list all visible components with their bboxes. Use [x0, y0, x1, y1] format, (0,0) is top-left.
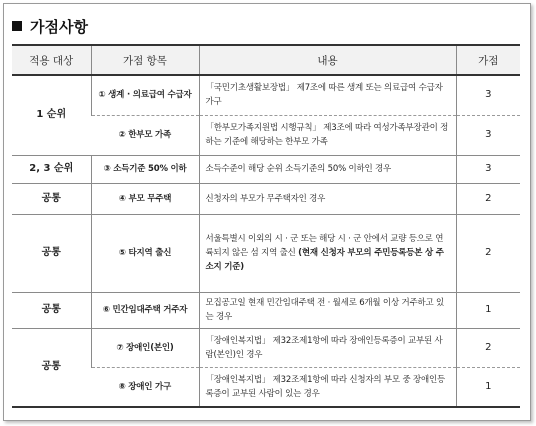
- score-cell: 2: [456, 328, 520, 367]
- target-cell: 공통: [12, 328, 91, 407]
- bonus-points-table: [12, 44, 520, 408]
- target-cell: 2, 3 순위: [12, 155, 91, 183]
- section-title: [12, 14, 88, 38]
- item-cell: ② 한부모 가족: [91, 115, 199, 155]
- score-cell: 2: [456, 183, 520, 214]
- item-cell: ⑤ 타지역 출신: [91, 214, 199, 292]
- score-cell: 3: [456, 115, 520, 155]
- content-cell: [199, 214, 456, 292]
- score-cell: 2: [456, 214, 520, 292]
- score-cell: 1: [456, 292, 520, 328]
- section-title-text: 가점사항: [30, 17, 88, 36]
- content-cell: 모집공고일 현재 민간임대주택 전 · 월세로 6개월 이상 거주하고 있는 경우: [199, 292, 456, 328]
- content-emphasis: (현재 신청자 부모의 주민등록등본 상 주소지 기준): [205, 248, 444, 272]
- header-target: 적용 대상: [12, 45, 91, 75]
- table-row: [12, 292, 520, 328]
- content-text: 서울특별시 이외의 시 · 군 또는 해당 시 · 군 안에서 교량 등으로 연륙되지 않은 섬 지역 출신: [205, 234, 444, 258]
- item-cell: ⑦ 장애인(본인): [91, 328, 199, 367]
- table-header-row: [12, 45, 520, 75]
- content-cell: 「한부모가족지원법 시행규칙」 제3조에 따라 여성가족부장관이 정하는 기준에 해당하는 한부모 가족: [199, 115, 456, 155]
- item-cell: ① 생계 · 의료급여 수급자: [91, 75, 199, 115]
- score-cell: 1: [456, 367, 520, 407]
- item-cell: ③ 소득기준 50% 이하: [91, 155, 199, 183]
- content-cell: 신청자의 부모가 무주택자인 경우: [199, 183, 456, 214]
- header-score: 가점: [456, 45, 520, 75]
- content-cell: 소득수준이 해당 순위 소득기준의 50% 이하인 경우: [199, 155, 456, 183]
- table-row: [12, 214, 520, 292]
- content-cell: 「장애인복지법」 제32조제1항에 따라 신청자의 부모 중 장애인등록증이 교부된 사람이 있는 경우: [199, 367, 456, 407]
- header-item: 가점 항목: [91, 45, 199, 75]
- target-cell: 공통: [12, 292, 91, 328]
- table-row: [12, 328, 520, 367]
- header-content: 내용: [199, 45, 456, 75]
- table-row: [12, 155, 520, 183]
- content-cell: 「국민기초생활보장법」 제7조에 따른 생계 또는 의료급여 수급자 가구: [199, 75, 456, 115]
- table-row: [12, 75, 520, 115]
- square-bullet-icon: [12, 21, 22, 31]
- content-cell: 「장애인복지법」 제32조제1항에 따라 장애인등록증이 교부된 사람(본인)인 경우: [199, 328, 456, 367]
- item-cell: ④ 부모 무주택: [91, 183, 199, 214]
- score-cell: 3: [456, 75, 520, 115]
- score-cell: 3: [456, 155, 520, 183]
- table-row: [12, 183, 520, 214]
- target-cell: 공통: [12, 214, 91, 292]
- target-cell: 1 순위: [12, 75, 91, 155]
- target-cell: 공통: [12, 183, 91, 214]
- item-cell: ⑥ 민간임대주택 거주자: [91, 292, 199, 328]
- item-cell: ⑧ 장애인 가구: [91, 367, 199, 407]
